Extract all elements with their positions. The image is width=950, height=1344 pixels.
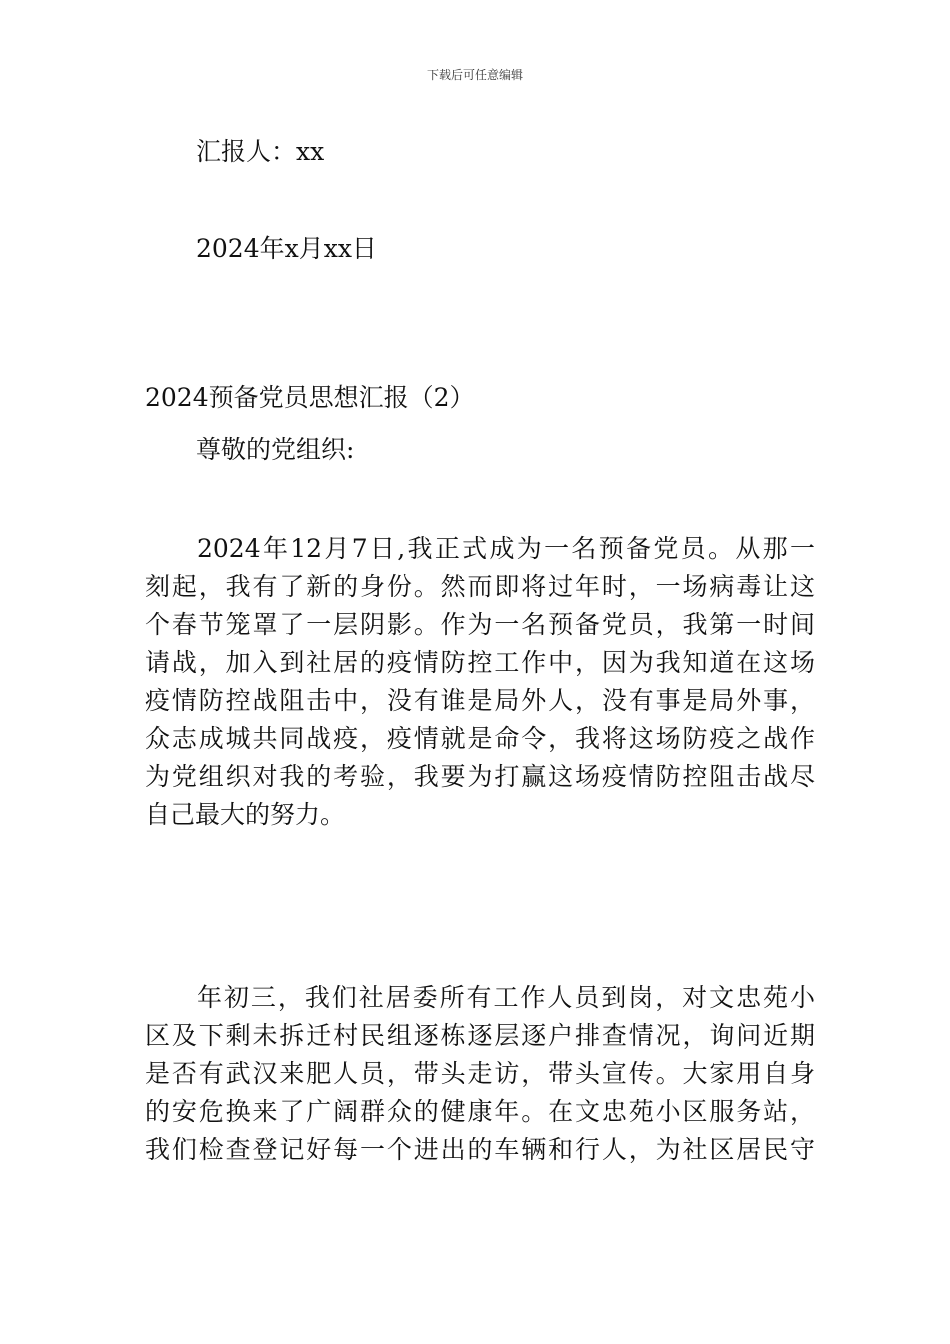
paragraph-line: 为党组织对我的考验，我要为打赢这场疫情防控阻击战尽 xyxy=(145,762,815,791)
date-line: 2024年x月xx日 xyxy=(196,234,377,263)
paragraph-2 xyxy=(145,979,815,1169)
paragraph-line: 个春节笼罩了一层阴影。作为一名预备党员，我第一时间 xyxy=(145,610,815,639)
paragraph-line: 是否有武汉来肥人员，带头走访，带头宣传。大家用自身 xyxy=(145,1059,815,1088)
reporter-line: 汇报人：xx xyxy=(196,137,325,166)
paragraph-line: 2024年12月7日,我正式成为一名预备党员。从那一 xyxy=(197,534,815,563)
paragraph-line: 众志成城共同战疫，疫情就是命令，我将这场防疫之战作 xyxy=(145,724,815,753)
paragraph-line: 疫情防控战阻击中，没有谁是局外人，没有事是局外事， xyxy=(145,686,815,715)
paragraph-line: 我们检查登记好每一个进出的车辆和行人，为社区居民守 xyxy=(145,1135,815,1164)
salutation: 尊敬的党组织: xyxy=(196,435,355,464)
paragraph-line: 刻起，我有了新的身份。然而即将过年时，一场病毒让这 xyxy=(145,572,815,601)
paragraph-1 xyxy=(145,530,815,834)
paragraph-line: 年初三，我们社居委所有工作人员到岗，对文忠苑小 xyxy=(197,983,815,1012)
page-header: 下载后可任意编辑 xyxy=(426,68,523,82)
document-title: 2024预备党员思想汇报（2） xyxy=(145,383,475,412)
paragraph-line: 区及下剩未拆迁村民组逐栋逐层逐户排查情况，询问近期 xyxy=(145,1021,815,1050)
paragraph-line: 请战，加入到社居的疫情防控工作中，因为我知道在这场 xyxy=(145,648,815,677)
paragraph-line: 的安危换来了广阔群众的健康年。在文忠苑小区服务站， xyxy=(145,1097,815,1126)
paragraph-line: 自己最大的努力。 xyxy=(145,800,346,829)
